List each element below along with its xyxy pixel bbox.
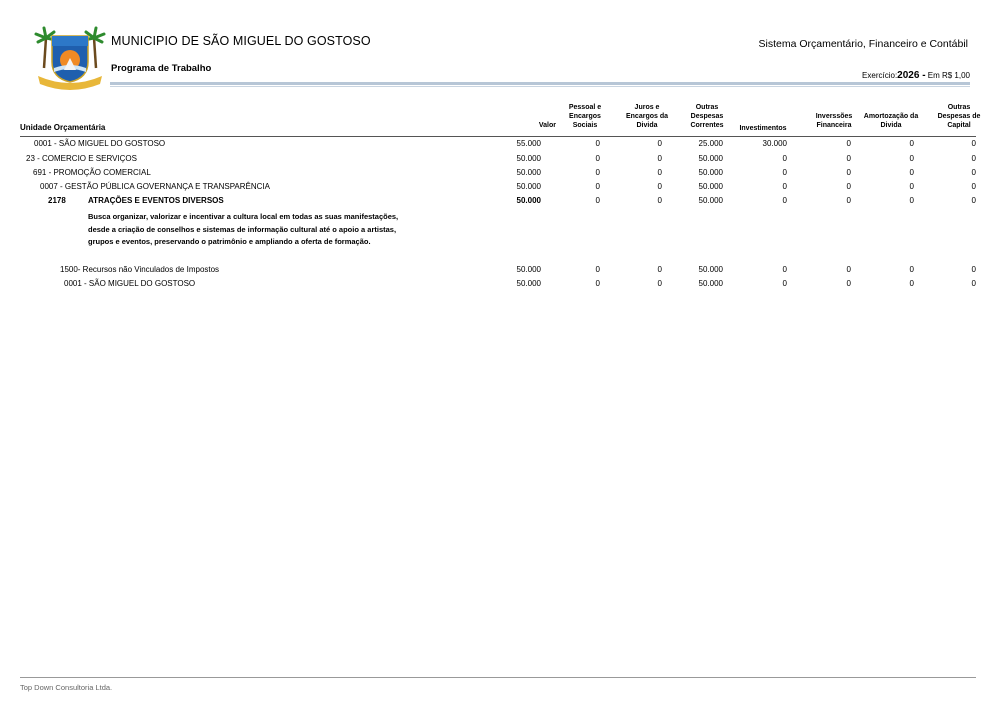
- table-cell-juros: 0: [657, 265, 662, 274]
- table-cell-inversoes: 0: [846, 182, 851, 191]
- table-cell-pessoal: 0: [595, 154, 600, 163]
- table-cell-amort: 0: [909, 279, 914, 288]
- table-cell-valor: 50.000: [516, 279, 541, 288]
- table-cell-capital: 0: [971, 182, 976, 191]
- table-cell-correntes: 50.000: [698, 196, 723, 205]
- header-separator: [20, 136, 976, 137]
- table-cell-invest: 0: [782, 196, 787, 205]
- col-header-pessoal: Pessoal e Encargos Sociais: [568, 104, 602, 129]
- table-cell-invest: 0: [782, 168, 787, 177]
- table-cell-invest: 0: [782, 182, 787, 191]
- table-row-label: 1500- Recursos não Vinculados de Impostos: [60, 265, 220, 274]
- table-cell-pessoal: 0: [595, 196, 600, 205]
- action-description: Busca organizar, valorizar e incentivar a cultura local em todas as suas manifestações, desde a criação de conselhos e sistemas de informação cultural até o apoio a artistas, grupos e eventos, preservando o patrimônio e ampliando a oferta de formação.: [88, 212, 399, 246]
- table-cell-pessoal: 0: [595, 168, 600, 177]
- header-rule: [110, 82, 970, 85]
- table-cell-valor: 55.000: [516, 139, 541, 148]
- exercise-label: Exercício:: [862, 71, 898, 80]
- table-cell-juros: 0: [657, 139, 662, 148]
- table-cell-amort: 0: [909, 139, 914, 148]
- table-cell-inversoes: 0: [846, 168, 851, 177]
- table-row-label: 0007 - GESTÃO PÚBLICA GOVERNANÇA E TRANSPARÊNCIA: [40, 182, 270, 191]
- table-cell-invest: 0: [782, 154, 787, 163]
- header-rule-thin: [110, 86, 970, 87]
- system-name: Sistema Orçamentário, Financeiro e Contábil: [758, 38, 968, 50]
- action-code: 2178: [48, 196, 66, 205]
- table-cell-correntes: 50.000: [698, 168, 723, 177]
- table-cell-correntes: 50.000: [698, 265, 723, 274]
- table-cell-capital: 0: [971, 168, 976, 177]
- table-row-label: ATRAÇÕES E EVENTOS DIVERSOS: [88, 196, 224, 205]
- table-cell-amort: 0: [909, 182, 914, 191]
- table-cell-capital: 0: [971, 139, 976, 148]
- table-cell-pessoal: 0: [595, 265, 600, 274]
- footer-company: Top Down Consultoria Ltda.: [20, 683, 113, 692]
- table-cell-pessoal: 0: [595, 139, 600, 148]
- table-cell-juros: 0: [657, 168, 662, 177]
- table-cell-invest: 0: [782, 265, 787, 274]
- table-cell-invest: 30.000: [762, 139, 787, 148]
- table-cell-amort: 0: [909, 168, 914, 177]
- col-header-valor: Valor: [538, 122, 556, 129]
- col-header-investimentos: Investimentos: [739, 125, 787, 132]
- table-cell-inversoes: 0: [846, 196, 851, 205]
- municipal-coat-of-arms-logo: [34, 24, 106, 90]
- exercise-info: [862, 70, 970, 81]
- table-cell-capital: 0: [971, 279, 976, 288]
- table-cell-invest: 0: [782, 279, 787, 288]
- table-cell-juros: 0: [657, 279, 662, 288]
- table-cell-valor: 50.000: [516, 265, 541, 274]
- table-cell-capital: 0: [971, 154, 976, 163]
- table-cell-amort: 0: [909, 265, 914, 274]
- col-header-amortizacao: Amortozação da Divida: [863, 113, 919, 129]
- exercise-year: 2026 -: [897, 70, 926, 81]
- table-cell-pessoal: 0: [595, 279, 600, 288]
- table-cell-inversoes: 0: [846, 154, 851, 163]
- col-header-juros: Juros e Encargos da Divida: [625, 104, 668, 129]
- table-cell-correntes: 25.000: [698, 139, 723, 148]
- currency-label: Em R$ 1,00: [925, 71, 970, 80]
- table-cell-valor: 50.000: [516, 154, 541, 163]
- col-header-outras-capital: Outras Despesas de Capital: [937, 104, 981, 129]
- table-cell-valor: 50.000: [516, 182, 541, 191]
- table-cell-inversoes: 0: [846, 139, 851, 148]
- col-header-unit: Unidade Orçamentária: [20, 123, 106, 132]
- col-header-outras-correntes: Outras Despesas Correntes: [690, 104, 724, 129]
- table-cell-juros: 0: [657, 154, 662, 163]
- table-cell-inversoes: 0: [846, 279, 851, 288]
- table-cell-juros: 0: [657, 182, 662, 191]
- table-cell-capital: 0: [971, 196, 976, 205]
- table-cell-amort: 0: [909, 154, 914, 163]
- table-cell-correntes: 50.000: [698, 154, 723, 163]
- table-cell-inversoes: 0: [846, 265, 851, 274]
- table-cell-correntes: 50.000: [698, 182, 723, 191]
- table-cell-juros: 0: [657, 196, 662, 205]
- table-row-label: 691 - PROMOÇÃO COMERCIAL: [33, 168, 151, 177]
- footer-rule: [20, 677, 976, 678]
- table-row-label: 0001 - SÃO MIGUEL DO GOSTOSO: [64, 279, 196, 288]
- table-cell-valor: 50.000: [516, 196, 541, 205]
- table-cell-correntes: 50.000: [698, 279, 723, 288]
- table-cell-pessoal: 0: [595, 182, 600, 191]
- report-title: Programa de Trabalho: [111, 63, 212, 74]
- municipality-name: MUNICIPIO DE SÃO MIGUEL DO GOSTOSO: [111, 34, 371, 48]
- table-cell-capital: 0: [971, 265, 976, 274]
- table-row-label: 23 - COMERCIO E SERVIÇOS: [26, 154, 137, 163]
- col-header-inversoes: Inverssões Financeira: [815, 113, 853, 129]
- table-cell-valor: 50.000: [516, 168, 541, 177]
- table-row-label: 0001 - SÃO MIGUEL DO GOSTOSO: [34, 139, 166, 148]
- table-cell-amort: 0: [909, 196, 914, 205]
